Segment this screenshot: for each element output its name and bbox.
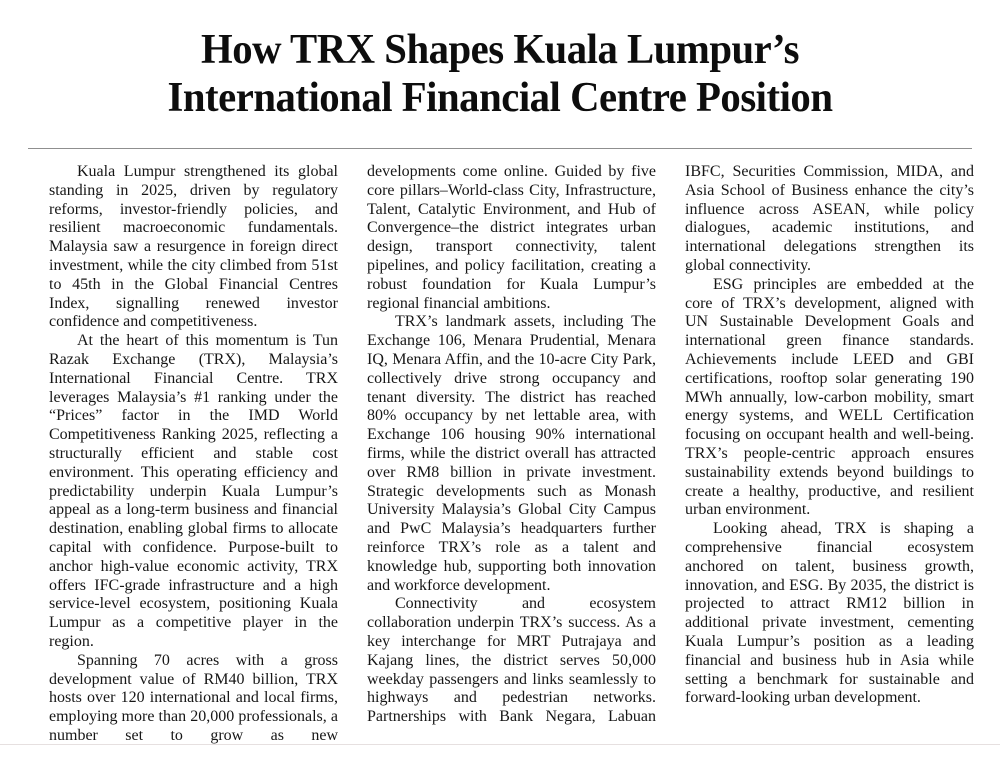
page-bottom-edge — [0, 744, 1000, 745]
title-line-2: International Financial Centre Position — [167, 75, 833, 121]
paragraph-5-continued: IBFC, Securities Commission, MIDA, and Asia School of Business enhance the city’s influence across ASEAN, while policy dialogues, academic institutions, and international delegations strengthen its global connectivity. — [685, 163, 974, 274]
article-body — [49, 163, 973, 746]
paragraph-3-continued: developments come online. Guided by five core pillars–World-class City, Infrastructure, Talent, Catalytic Environment, and Hub of Convergence–the district integrates urban design, transport connectivity, talent pipelines, and policy facilitation, creating a robust foundation for Kuala Lumpur’s regional financial ambitions. — [367, 163, 656, 312]
column-3 — [685, 163, 974, 746]
paragraph-7: Looking ahead, TRX is shaping a comprehensive financial ecosystem anchored on talent, business growth, innovation, and ESG. By 2035, the district is projected to attract RM12 billion in additional private investment, cementing Kuala Lumpur’s position as a leading financial and business hub in Asia while setting a benchmark for sustainable and forward-looking urban development. — [685, 520, 974, 707]
paragraph-1: Kuala Lumpur strengthened its global standing in 2025, driven by regulatory reforms, investor-friendly policies, and resilient macroeconomic fundamentals. Malaysia saw a resurgence in foreign direct investment, while the city climbed from 51st to 45th in the Global Financial Centres Index, signalling renewed investor confidence and competitiveness. — [49, 163, 338, 331]
paragraph-5-partial: Connectivity and ecosystem collaboration underpin TRX’s success. As a key interchange for MRT Putrajaya and Kajang lines, the district serves 50,000 weekday passengers and links seamlessly to highways and pedestrian networks. Partnerships with Bank Negara, Labuan — [367, 595, 656, 726]
title-line-1: How TRX Shapes Kuala Lumpur’s — [201, 27, 799, 73]
paragraph-3-partial: Spanning 70 acres with a gross development value of RM40 billion, TRX hosts over 120 international and local firms, employing more than 20,000 professionals, a number set to grow as new — [49, 651, 338, 744]
paragraph-6: ESG principles are embedded at the core of TRX’s development, aligned with UN Sustainable Development Goals and international green finance standards. Achievements include LEED and GBI certifications, rooftop solar generating 190 MWh annually, low-carbon mobility, smart energy systems, and WELL Certification focusing on occupant health and well-being. TRX’s people-centric approach ensures sustainability extends beyond buildings to create a healthy, productive, and resilient urban environment. — [685, 275, 974, 519]
column-1 — [49, 163, 338, 746]
paragraph-4: TRX’s landmark assets, including The Exchange 106, Menara Prudential, Menara IQ, Menara Affin, and the 10-acre City Park, collectively drive strong occupancy and tenant diversity. The district has reached 80% occupancy by net lettable area, with Exchange 106 housing 90% international firms, while the district overall has attracted over RM8 billion in private investment. Strategic developments such as Monash University Malaysia’s Global City Campus and PwC Malaysia’s headquarters further reinforce TRX’s role as a talent and knowledge hub, supporting both innovation and workforce development. — [367, 313, 656, 594]
page-title — [15, 0, 985, 122]
title-divider — [28, 148, 972, 149]
column-2 — [367, 163, 656, 746]
paragraph-2: At the heart of this momentum is Tun Razak Exchange (TRX), Malaysia’s International Financial Centre. TRX leverages Malaysia’s #1 ranking under the “Prices” factor in the IMD World Competitiveness Ranking 2025, reflecting a structurally efficient and stable cost environment. This operating efficiency and predictability underpin Kuala Lumpur’s appeal as a long-term business and financial destination, enabling global firms to allocate capital with confidence. Purpose-built to anchor high-value economic activity, TRX offers IFC-grade infrastructure and a high service-level ecosystem, positioning Kuala Lumpur as a competitive player in the region. — [49, 332, 338, 650]
